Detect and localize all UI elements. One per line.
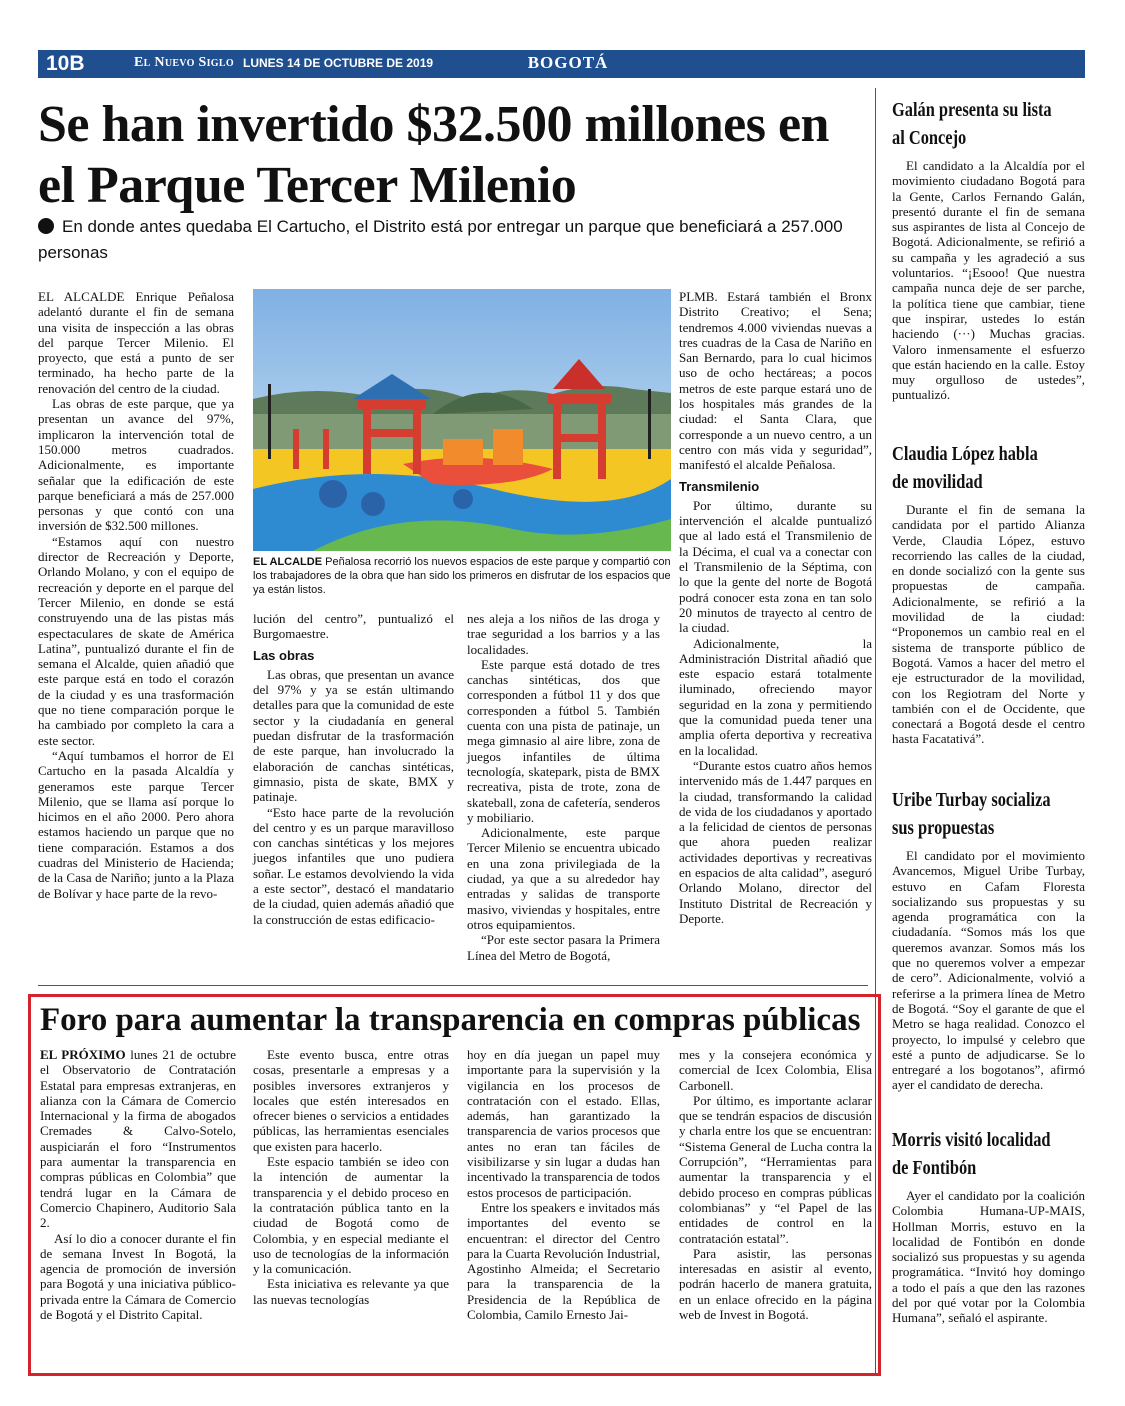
article-paragraph: Este evento busca, entre otras cosas, presentarle a empresas y a posibles inversores extranjeros y locales que estén interesados en ofrecer bienes o servicios a entidades públicas, las herramientas esenciales que existen para hacerlo. <box>253 1047 449 1154</box>
playground-illustration <box>253 289 671 551</box>
article-paragraph <box>40 1047 236 1231</box>
article-paragraph: “Por este sector pasara la Primera Línea del Metro de Bogotá, <box>467 932 660 963</box>
article-paragraph: Adicionalmente, la Administración Distrital añadió que este espacio estará totalmente iluminado, ofreciendo mayor seguridad en la zona y permitiendo que la comunidad pueda tener una amplia oferta deportiva y recreativa en la localidad. <box>679 635 872 758</box>
article-column-1 <box>38 289 234 901</box>
brief-title: Uribe Turbay socializa sus propuestas <box>892 789 1051 839</box>
main-deck <box>38 214 870 266</box>
park-playground-photo <box>253 289 671 551</box>
article-paragraph: Así lo dio a conocer durante el fin de semana Invest In Bogotá, la agencia de promoción de inversión para Bogotá y una iniciativa público-privada entre la Cámara de Comercio de Bogotá y el Distrito Capital. <box>40 1230 236 1323</box>
page-number: 10B <box>46 52 85 75</box>
article-paragraph: Para asistir, las personas interesadas en asistir al evento, podrán hacerlo de manera gratuita, en un enlace ofrecido en la página web de Invest in Bogotá. <box>679 1245 872 1323</box>
section-name: BOGOTÁ <box>527 53 609 72</box>
foro-column-2 <box>253 1047 449 1307</box>
brief-text: Durante el fin de semana la candidata por el partido Alianza Verde, Claudia López, estuvo recorriendo las calles de la ciudad, en donde socializó con la gente sus propuestas de campaña. Adicionalmente, se refirió a la movilidad de la ciudad: “Proponemos un cambio real en el sistema de transporte público de Bogotá. Vamos a hacer del metro el eje estructurador de la movilidad, con los Regiotram del Norte y también con el de Occidente, que conectará a Bogotá desde el centro hasta Facatativá”. <box>892 502 1085 747</box>
article-paragraph: “Estamos aquí con nuestro director de Recreación y Deporte, Orlando Molano, y con el equipo de recreación y deporte en el parque del Tercer Milenio, en donde se está construyendo una de las pistas más espectaculares de skate de América Latina”, puntualizó durante el fin de semana el Alcalde, quien añadió que este parque está en todo el corazón de la ciudad y es una trasformación que no tiene comparación porque le ha cambiado por completo la cara a este sector. <box>38 533 234 748</box>
publication-name: El Nuevo Siglo <box>134 55 234 70</box>
article-paragraph: “Durante estos cuatro años hemos intervenido más de 1.447 parques en la ciudad, transformando la calidad de vida de los ciudadanos y aportado a la felicidad de cientos de personas que ahora pueden realizar actividades deportivas y recreativas en espacios de alta calidad”, aseguró Orlando Molano, director del Instituto Distrital de Recreación y Deporte. <box>679 757 872 926</box>
article-paragraph: Las obras, que presentan un avance del 97% y ya se están ultimando detalles para que la comunidad de este sector y la ciudadanía en general puedan disfrutar de la trasformación de este parque, han involucrado la elaboración de canchas sintéticas, gimnasio, pista de skate, BMX y patinaje. <box>253 666 454 805</box>
article-paragraph: “Esto hace parte de la revolución del centro y es un parque maravilloso con canchas sintéticas y los mejores juegos infantiles que uno pudiera soñar. Le estamos devolviendo la vida a este sector”, destacó el mandatario de la ciudad, quien además añadió que la construcción de estas edificacio- <box>253 804 454 927</box>
sidebar-brief-galan <box>892 96 1085 403</box>
sidebar-brief-lopez <box>892 440 1085 747</box>
brief-text: Ayer el candidato por la coalición Colombia Humana-UP-MAIS, Hollman Morris, estuvo en la localidad de Fontibón en donde socializó sus propuestas y su agenda programática. “Invitó hoy domingo a todo el país a que den las razones del por qué votar por la Colombia Humana”, señaló el aspirante. <box>892 1188 1085 1326</box>
caption-lead: EL ALCALDE <box>253 556 323 568</box>
article-column-3 <box>467 611 660 963</box>
article-column-2 <box>253 611 454 927</box>
brief-title: Claudia López habla de movilidad <box>892 443 1038 493</box>
foro-lead: EL PRÓXIMO <box>40 1047 126 1062</box>
article-paragraph: mes y la consejera económica y comercial de Icex Colombia, Elisa Carbonell. <box>679 1047 872 1093</box>
article-paragraph: Entre los speakers e invitados más importantes del evento se encuentran: el director del Centro para la Cuarta Revolución Industrial, Agostinho Almeida; el Secretario para la transparencia de la Presidencia de la República de Colombia, Camilo Ernesto Jai- <box>467 1199 660 1323</box>
bullet-icon <box>38 218 54 234</box>
caption-text: Peñalosa recorrió los nuevos espacios de este parque y compartió con los trabajadores de la obra que han sido los primeros en disfrutar de los espacios que ya están listos. <box>253 556 671 596</box>
article-paragraph: PLMB. Estará también el Bronx Distrito Creativo; el Sena; tendremos 4.000 viviendas nuevas a tres cuadras de la Casa de Nariño en San Bernardo, para lo cual hicimos uso de ocho hectáreas; a pocos metros de este parque estará uno de los hospitales más grandes de la ciudad: el Santa Clara, que corresponde a un nuevo centro, a un centro con más vida y seguridad”, manifestó el alcalde Peñalosa. <box>679 289 872 473</box>
deck-text: En donde antes quedaba El Cartucho, el Distrito está por entregar un parque que beneficiará a 257.000 personas <box>38 217 843 262</box>
article-paragraph: Este espacio también se ideo con la intención de aumentar la transparencia y el debido proceso en la contratación pública tanto en la ciudad de Bogotá como de Colombia, y en especial mediante el uso de tecnologías de la información y la comunicación. <box>253 1154 449 1277</box>
article-paragraph: Adicionalmente, este parque Tercer Milenio se encuentra ubicado en una zona privilegiada de la ciudad, ya que a su alrededor hay entradas y salidas de transporte masivo, viviendas y hospitales, entre otros equipamientos. <box>467 825 660 932</box>
article-paragraph: Por último, es importante aclarar que se tendrán espacios de discusión y charla entre los que se encuentran: “Sistema General de Lucha contra la Corrupción”, “Herramientas para aumentar la transparencia y el debido proceso en compras públicas colombianas” y “el Papel de las entidades de control en la contratación estatal”. <box>679 1092 872 1246</box>
sidebar-brief-uribe <box>892 786 1085 1093</box>
brief-title: Morris visitó localidad de Fontibón <box>892 1129 1051 1179</box>
article-paragraph: Por último, durante su intervención el alcalde puntualizó que al lado está el Transmilenio de la Décima, el cual va a conectar con el Transmilenio de la Séptima, con lo que la gente del norte de Bogotá podrá conocer esta zona en tan solo 20 minutos de trayecto al centro de la ciudad. <box>679 497 872 636</box>
foro-column-4 <box>679 1047 872 1322</box>
foro-column-3 <box>467 1047 660 1322</box>
foro-column-1 <box>40 1047 236 1322</box>
subhead-transmilenio: Transmilenio <box>679 478 760 494</box>
article-paragraph: Esta iniciativa es relevante ya que las nuevas tecnologías <box>253 1276 449 1307</box>
sidebar-brief-morris <box>892 1126 1085 1326</box>
brief-text: El candidato a la Alcaldía por el movimiento ciudadano Bogotá para la Gente, Carlos Fernando Galán, presentó durante el fin de semana sus aspirantes de lista al Concejo de Bogotá. Adicionalmente, se refirió a su campaña y les agradeció a sus voluntarios. “¡Esooo! Que nuestra campaña nunca deje de ser parche, la política tiene que cambiar, tiene que inspirar, ustedes lo están haciendo (···) Muchas gracias. Valoro inmensamente el esfuerzo que están haciendo en la calle. Estoy muy orgulloso de ustedes”, puntualizó. <box>892 158 1085 403</box>
brief-text: El candidato por el movimiento Avancemos, Miguel Uribe Turbay, estuvo en Cafam Floresta socializando sus propuestas y su agenda programática con la ciudadanía. “Somos más los que queremos avanzar. Somos más los que no queremos volver a empezar de cero”. Adicionalmente, volvió a referirse a la primera línea de Metro de Bogotá. “Soy el garante de que el Metro se haga realidad. Conozco el proyecto, lo impulsé y celebro que esté a punto de adjudicarse. Se lo entregaré a los bogotanos”, afirmó ayer el candidato de derecha. <box>892 848 1085 1093</box>
foro-lead-text: lunes 21 de octubre el Observatorio de Contratación Estatal para empresas extranjeras, en alianza con la Cámara de Comercio Internacional y la firma de abogados Cremades & Calvo-Sotelo, auspiciarán el foro “Instrumentos para aumentar la transparencia en compras públicas en Colombia” que tendrá lugar en la Cámara de Comercio Chapinero, Auditorio Sala 2. <box>40 1047 236 1231</box>
article-column-4 <box>679 289 872 926</box>
foro-headline: Foro para aumentar la transparencia en compras públicas <box>40 1002 861 1038</box>
brief-title: Galán presenta su lista al Concejo <box>892 99 1052 149</box>
article-paragraph: Las obras de este parque, que ya presentan un avance del 97%, implicaron la intervención total de 150.000 metros cuadrados. Adicionalmente, es importante señalar que la edificación de este parque beneficiará a más de 257.000 personas y que contó con una inversión de $32.500 millones. <box>38 396 234 534</box>
photo-caption <box>253 555 671 597</box>
main-headline: Se han invertido $32.500 millones en el Parque Tercer Milenio <box>38 96 829 214</box>
article-paragraph: Este parque está dotado de tres canchas sintéticas, dos que corresponden a fútbol 11 y dos que corresponden a fútbol 5. También cuenta con una pista de patinaje, un mega gimnasio al aire libre, zona de juegos infantiles de última tecnología, skatepark, pista de BMX recreativa, pista de trote, zona de skateball, zona de cafetería, senderos y mobiliario. <box>467 656 660 825</box>
issue-date: LUNES 14 DE OCTUBRE DE 2019 <box>243 56 434 70</box>
article-paragraph: nes aleja a los niños de las droga y trae seguridad a los barrios y a las localidades. <box>467 611 660 657</box>
subhead-las-obras: Las obras <box>253 647 315 663</box>
article-paragraph: “Aquí tumbamos el horror de El Cartucho en la pasada Alcaldía y generamos este parque Tercer Milenio, que se llama así porque lo hicimos en el año 2000. Pero ahora estamos haciendo un parque que no tiene comparación. Estamos a dos cuadras del Ministerio de Hacienda; de la Casa de Nariño; junto a la Plaza de Bolívar y hace parte de la revo- <box>38 747 234 901</box>
page-header-bar <box>38 50 1085 78</box>
article-paragraph: lución del centro”, puntualizó el Burgomaestre. <box>253 611 454 642</box>
section-divider <box>38 985 868 986</box>
article-paragraph: EL ALCALDE Enrique Peñalosa adelantó durante el fin de semana una visita de inspección a las obras del parque Tercer Milenio. El proyecto, que está a punto de ser terminado, ha hecho parte de la renovación del centro de la ciudad. <box>38 289 234 396</box>
article-paragraph: hoy en día juegan un papel muy importante para la supervisión y la vigilancia en los procesos de contratación con el estado. Ellas, además, han garantizado la transparencia de varios procesos que antes no eran tan fáciles de visibilizarse y sin lugar a dudas han incentivado la transparencia de todos estos procesos de participación. <box>467 1047 660 1200</box>
